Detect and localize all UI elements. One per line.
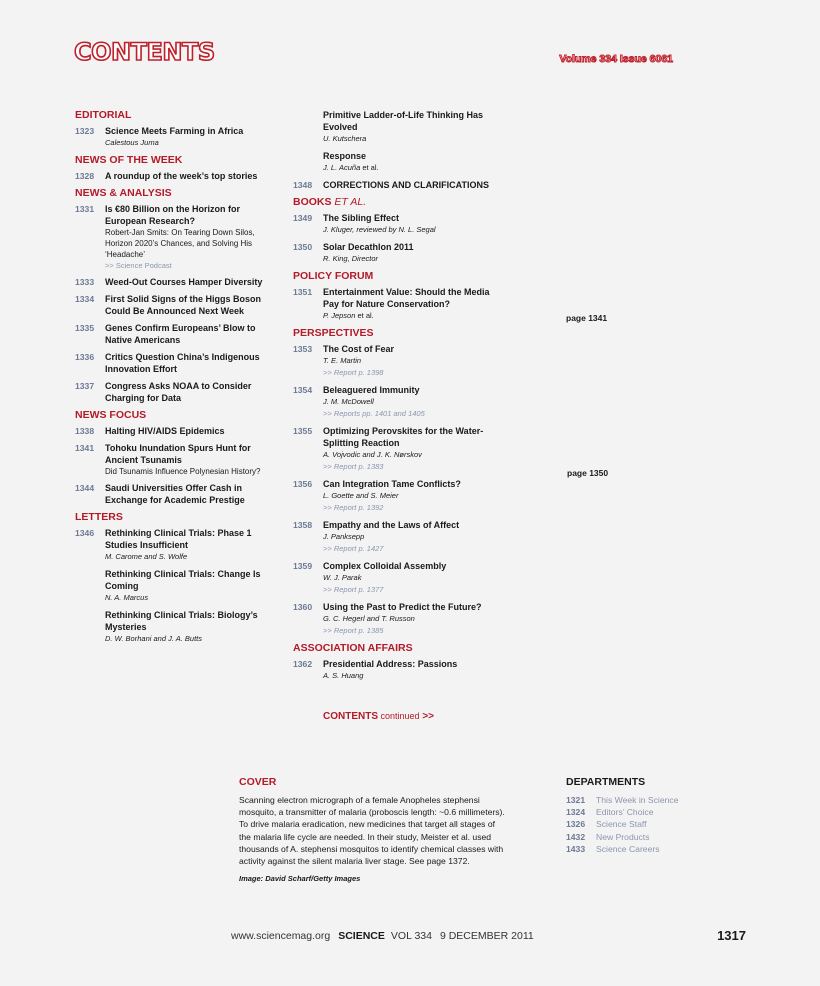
toc-entry[interactable] [75, 203, 275, 271]
section-news-focus [75, 409, 275, 506]
entry-title: Using the Past to Predict the Future? [323, 602, 482, 612]
toc-entry[interactable] [75, 276, 275, 288]
left-column [75, 109, 275, 650]
page-number: 1335 [75, 323, 95, 333]
page-number: 1341 [75, 443, 95, 453]
entry-title: Rethinking Clinical Trials: Biology’s Mysteries [105, 610, 258, 632]
entry-author: W. J. Parak [323, 573, 362, 582]
page-number: 1354 [293, 385, 313, 395]
cover-description [239, 776, 509, 883]
section-heading: BOOKS ET AL. [293, 196, 367, 208]
entry-title: Optimizing Perovskites for the Water-Splitting Reaction [323, 426, 484, 448]
entry-title: CORRECTIONS AND CLARIFICATIONS [323, 180, 489, 190]
entry-title: Weed-Out Courses Hamper Diversity [105, 277, 263, 287]
figure-page-label: page 1350 [567, 468, 609, 478]
toc-entry[interactable] [75, 125, 275, 149]
toc-entry[interactable] [293, 241, 493, 265]
entry-title: Empathy and the Laws of Affect [323, 520, 460, 530]
departments-heading: DEPARTMENTS [566, 776, 646, 788]
toc-entry[interactable] [293, 560, 493, 596]
entry-author: J. Panksepp [323, 532, 365, 541]
entry-author: D. W. Borhani and J. A. Butts [105, 634, 202, 643]
page-number: 1333 [75, 277, 95, 287]
toc-entry[interactable] [75, 293, 275, 317]
toc-entry[interactable] [293, 478, 493, 514]
page-number: 1349 [293, 213, 313, 223]
report-link[interactable]: >> Report p. 1383 [323, 462, 384, 471]
toc-entry[interactable] [293, 179, 493, 191]
entry-title: Solar Decathlon 2011 [323, 242, 414, 252]
entry-title: First Solid Signs of the Higgs Boson Could Be Announced Next Week [105, 294, 262, 316]
toc-entry[interactable] [75, 527, 275, 563]
image-credit: Image: David Scharf/Getty Images [239, 874, 361, 884]
page-number: 1358 [293, 520, 313, 530]
cover-heading: COVER [239, 776, 277, 788]
section-heading: LETTERS [75, 511, 123, 523]
department-item[interactable]: 1433 Science Careers [566, 843, 660, 854]
page-footer [231, 930, 534, 942]
entry-author: T. E. Martin [323, 356, 362, 365]
toc-entry[interactable] [75, 170, 275, 182]
volume-issue: Volume 334 Issue 6061 [559, 53, 673, 65]
entry-author: A. Vojvodic and J. K. Nørskov [323, 450, 422, 459]
entry-title: Rethinking Clinical Trials: Change Is Coming [105, 569, 261, 591]
entry-author: N. A. Marcus [105, 593, 149, 602]
footer-journal: SCIENCE [338, 930, 385, 942]
toc-entry[interactable] [293, 519, 493, 555]
cover-text: Scanning electron micrograph of a female Anopheles stephensi mosquito, a transmitter of malaria (proboscis length: ~0.6 millimeters). To drive malaria eradication, new medicines that target all stages of the malaria life cycle are needed. In their study, Meister et al. used thousands of A. stephensi mosquitos to identify chemical classes with activity against the silent malaria liver stage. See page 1372. [239, 795, 505, 867]
page-number: 1334 [75, 294, 95, 304]
toc-entry[interactable] [75, 380, 275, 404]
entry-title: Primitive Ladder-of-Life Thinking Has Evolved [323, 110, 484, 132]
department-item[interactable]: 1326 Science Staff [566, 819, 647, 830]
toc-entry[interactable] [293, 286, 493, 322]
toc-entry[interactable] [293, 658, 493, 682]
toc-entry[interactable] [75, 442, 275, 477]
page-number: 1350 [293, 242, 313, 252]
toc-entry[interactable] [323, 150, 493, 174]
entry-title: The Cost of Fear [323, 344, 395, 354]
page-number: 1323 [75, 126, 95, 136]
section-perspectives [293, 327, 493, 637]
section-letters [75, 511, 275, 645]
departments [566, 776, 726, 855]
entry-title: Presidential Address: Passions [323, 659, 458, 669]
entry-title: The Sibling Effect [323, 213, 400, 223]
report-link[interactable]: >> Report p. 1398 [323, 368, 384, 377]
entry-author: A. S. Huang [323, 671, 364, 680]
page-number: 1338 [75, 426, 95, 436]
entry-title: Rethinking Clinical Trials: Phase 1 Studies Insufficient [105, 528, 252, 550]
entry-title: Halting HIV/AIDS Epidemics [105, 426, 225, 436]
entry-title: A roundup of the week’s top stories [105, 171, 258, 181]
entry-author: G. C. Hegerl and T. Russon [323, 614, 415, 623]
section-news-analysis [75, 187, 275, 404]
report-link[interactable]: >> Report p. 1427 [323, 544, 384, 553]
entry-author: Calestous Juma [105, 138, 159, 147]
entry-title: Congress Asks NOAA to Consider Charging for Data [105, 381, 252, 403]
page-number: 1351 [293, 287, 313, 297]
entry-author: L. Goette and S. Meier [323, 491, 399, 500]
section-heading: EDITORIAL [75, 109, 132, 121]
page-number: 1344 [75, 483, 95, 493]
page-number: 1360 [293, 602, 313, 612]
department-item[interactable]: 1321 This Week in Science [566, 795, 679, 805]
page-number: 1346 [75, 528, 95, 538]
section-news-of-week [75, 154, 275, 182]
toc-entry[interactable] [293, 601, 493, 637]
department-item[interactable]: 1324 Editors’ Choice [566, 807, 654, 818]
entry-title: Response [323, 151, 367, 161]
entry-title: Entertainment Value: Should the Media Pay for Nature Conservation? [323, 287, 490, 309]
entry-author: J. Kluger, reviewed by N. L. Segal [323, 225, 436, 234]
entry-title: Critics Question China’s Indigenous Innovation Effort [105, 352, 260, 374]
report-link[interactable]: >> Report p. 1392 [323, 503, 384, 512]
page-number: 1355 [293, 426, 313, 436]
page-number: 1356 [293, 479, 313, 489]
page-number: 1348 [293, 180, 313, 190]
toc-entry[interactable] [323, 109, 493, 145]
footer-volume: VOL 334 [390, 930, 432, 942]
toc-entry[interactable] [75, 425, 275, 437]
contents-masthead: CONTENTS [74, 38, 215, 66]
page-number: 1336 [75, 352, 95, 362]
report-link[interactable]: >> Report p. 1377 [323, 585, 384, 594]
toc-entry[interactable] [75, 351, 275, 375]
entry-author: R. King, Director [323, 254, 379, 263]
toc-entry[interactable] [293, 212, 493, 236]
toc-entry[interactable] [105, 609, 275, 645]
entry-title: Genes Confirm Europeans’ Blow to Native Americans [105, 323, 256, 345]
page-number: 1362 [293, 659, 313, 669]
toc-entry[interactable] [293, 384, 493, 420]
section-heading: NEWS FOCUS [75, 409, 147, 421]
section-editorial [75, 109, 275, 149]
toc-entry[interactable] [293, 425, 493, 473]
report-link[interactable]: >> Reports pp. 1401 and 1405 [323, 409, 425, 418]
page-number: 1353 [293, 344, 313, 354]
page-number: 1337 [75, 381, 95, 391]
section-books [293, 196, 493, 265]
page-number: 1331 [75, 204, 95, 214]
contents-continued-link[interactable]: CONTENTS continued >> [323, 711, 435, 722]
podcast-link[interactable]: >> Science Podcast [105, 261, 172, 270]
page-number: 1328 [75, 171, 95, 181]
toc-entry[interactable] [75, 322, 275, 346]
page-number: 1359 [293, 561, 313, 571]
entry-title: Science Meets Farming in Africa [105, 126, 244, 136]
footer-url[interactable]: www.sciencemag.org [231, 930, 331, 942]
entry-title: Beleaguered Immunity [323, 385, 420, 395]
section-heading: ASSOCIATION AFFAIRS [293, 642, 413, 654]
figure-page-label: page 1341 [566, 313, 608, 323]
entry-title: Can Integration Tame Conflicts? [323, 479, 461, 489]
section-policy-forum [293, 270, 493, 322]
footer-date: 9 DECEMBER 2011 [439, 930, 534, 942]
toc-entry[interactable] [293, 343, 493, 379]
section-heading: NEWS OF THE WEEK [75, 154, 183, 166]
entry-author: J. M. McDowell [323, 397, 374, 406]
report-link[interactable]: >> Report p. 1385 [323, 626, 384, 635]
middle-column [293, 109, 493, 687]
entry-subtitle: Did Tsunamis Influence Polynesian History? [105, 467, 261, 476]
section-association-affairs [293, 642, 493, 682]
toc-entry[interactable] [105, 568, 275, 604]
entry-title: Complex Colloidal Assembly [323, 561, 447, 571]
entry-author: U. Kutschera [323, 134, 367, 143]
entry-title: Tohoku Inundation Spurs Hunt for Ancient Tsunamis [105, 443, 251, 465]
section-heading: NEWS & ANALYSIS [75, 187, 172, 199]
entry-author: M. Carome and S. Wolfe [105, 552, 188, 561]
department-item[interactable]: 1432 New Products [566, 831, 650, 842]
section-heading: PERSPECTIVES [293, 327, 374, 339]
entry-subtitle: Robert-Jan Smits: On Tearing Down Silos, Horizon 2020’s Chances, and Solving His ‘Headache’ [105, 228, 255, 259]
entry-author: J. L. Acuña et al. [323, 163, 379, 172]
entry-title: Is €80 Billion on the Horizon for European Research? [105, 204, 241, 226]
page-number-footer: 1317 [717, 928, 746, 943]
section-heading: POLICY FORUM [293, 270, 374, 282]
toc-entry[interactable] [75, 482, 275, 506]
entry-author: P. Jepson et al. [323, 311, 374, 320]
entry-title: Saudi Universities Offer Cash in Exchange for Academic Prestige [105, 483, 245, 505]
